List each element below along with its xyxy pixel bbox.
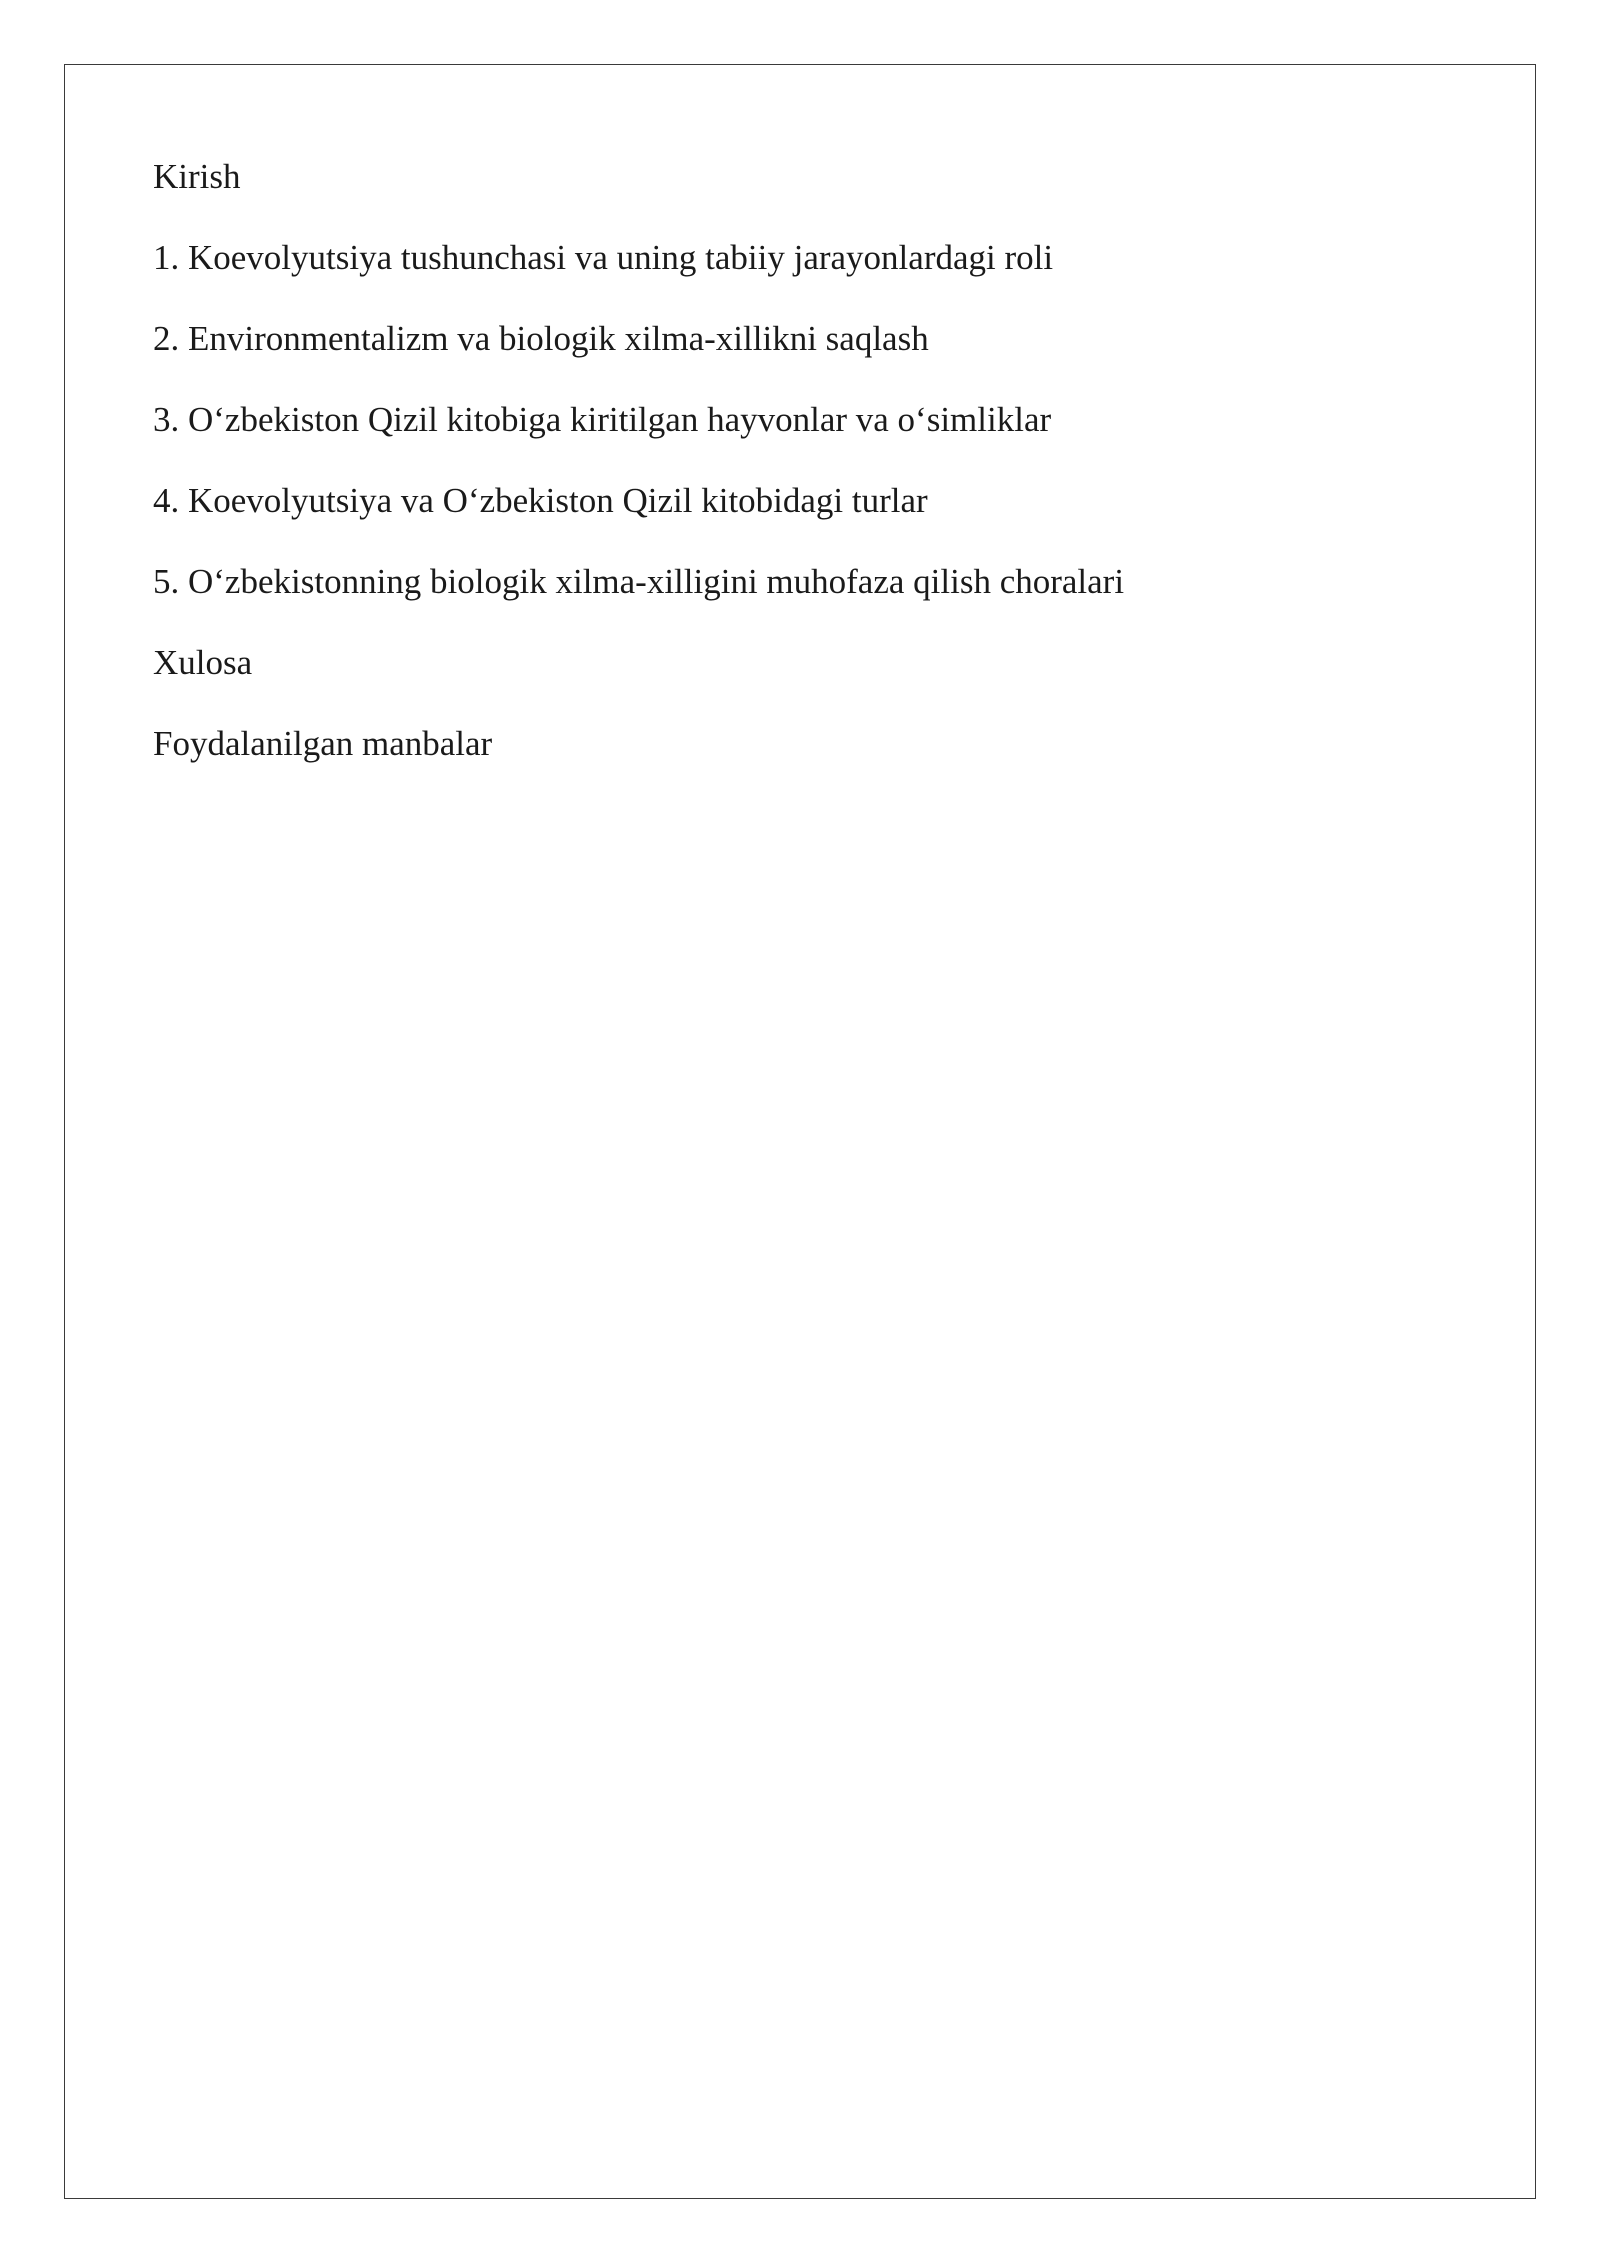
toc-item-intro: Kirish xyxy=(153,157,241,196)
toc-item-1: 1. Koevolyutsiya tushunchasi va uning tabiiy jarayonlardagi roli xyxy=(153,238,1054,277)
toc-item-references: Foydalanilgan manbalar xyxy=(153,724,493,763)
document-page xyxy=(64,64,1536,2199)
toc-item-2: 2. Environmentalizm va biologik xilma-xillikni saqlash xyxy=(153,319,929,358)
toc-item-5: 5. O‘zbekistonning biologik xilma-xilligini muhofaza qilish choralari xyxy=(153,562,1125,601)
toc-item-conclusion: Xulosa xyxy=(153,643,253,682)
table-of-contents xyxy=(153,153,1124,801)
toc-item-3: 3. O‘zbekiston Qizil kitobiga kiritilgan hayvonlar va o‘simliklar xyxy=(153,400,1052,439)
toc-item-4: 4. Koevolyutsiya va O‘zbekiston Qizil kitobidagi turlar xyxy=(153,481,928,520)
